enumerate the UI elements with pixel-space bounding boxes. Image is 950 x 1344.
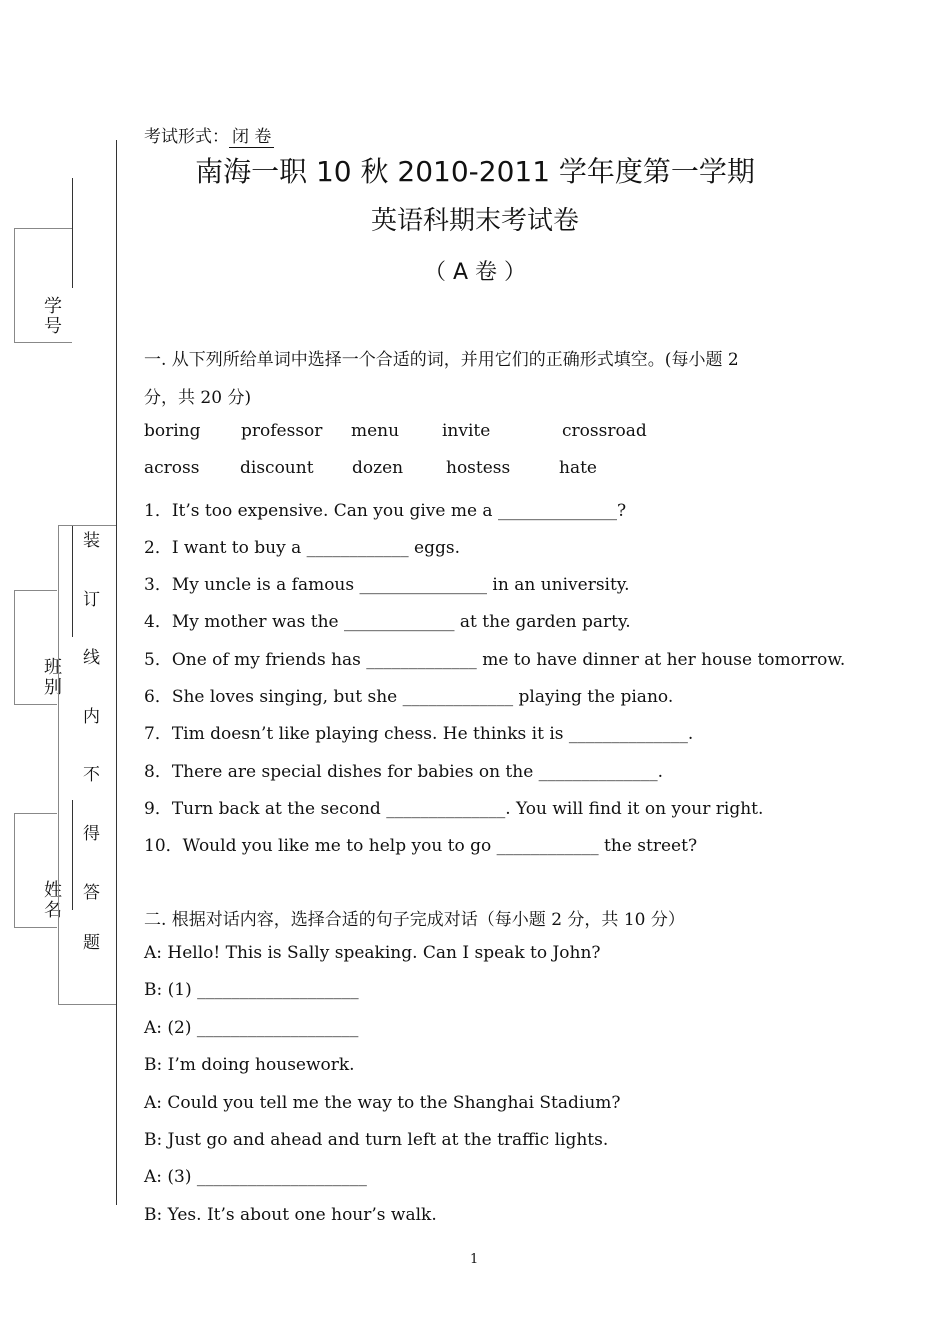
dialogue-line: B: Yes. It’s about one hour’s walk. [144, 1205, 437, 1225]
word-bank-item: dozen [352, 458, 404, 478]
question: 8．There are special dishes for babies on the ______________. [144, 762, 664, 782]
binding-line-main [116, 140, 117, 1205]
dialogue-line: B: (1) ___________________ [144, 980, 359, 1000]
exam-title: 南海一职 10 秋 2010-2011 学年度第一学期 [195, 155, 755, 188]
exam-subtitle: 英语科期末考试卷 [370, 206, 579, 236]
word-bank-item: across [144, 458, 200, 478]
word-bank-item: invite [442, 421, 491, 441]
section1-instruction: 一. 从下列所给单词中选择一个合适的词，并用它们的正确形式填空。(每小题 2 [144, 350, 739, 370]
word-bank-item: boring [144, 421, 201, 441]
paper-version: （ A 卷 ） [423, 260, 527, 285]
question: 1．It’s too expensive. Can you give me a ______________? [144, 501, 627, 521]
binding-char: 不 [83, 765, 100, 785]
binding-char: 得 [83, 824, 100, 844]
word-bank-item: crossroad [562, 421, 647, 441]
class-label: 班别 [41, 657, 62, 697]
question: 9．Turn back at the second ______________. You will find it on your right. [144, 799, 764, 819]
question: 4．My mother was the _____________ at the garden party. [144, 612, 631, 632]
binding-char: 题 [83, 933, 100, 953]
binding-char: 装 [83, 531, 100, 551]
binding-char: 内 [83, 707, 100, 727]
word-bank-item: hate [559, 458, 597, 478]
student-id-label: 学号 [41, 296, 62, 336]
word-bank-item: hostess [446, 458, 511, 478]
dialogue-line: A: Could you tell me the way to the Shanghai Stadium? [144, 1093, 621, 1113]
section1-instruction-cont: 分，共 20 分) [144, 388, 252, 408]
binding-char: 订 [83, 590, 100, 610]
binding-char: 线 [83, 648, 100, 668]
word-bank-item: menu [351, 421, 400, 441]
name-label: 姓名 [41, 880, 62, 920]
dialogue-line: A: (3) ____________________ [144, 1167, 367, 1187]
exam-form [144, 122, 274, 147]
page-number: 1 [470, 1252, 479, 1267]
question: 10．Would you like me to help you to go ____________ the street? [144, 836, 698, 856]
question: 2．I want to buy a ____________ eggs. [144, 538, 461, 558]
question: 5．One of my friends has _____________ me to have dinner at her house tomorrow. [144, 650, 846, 670]
dialogue-line: B: Just go and ahead and turn left at the traffic lights. [144, 1130, 609, 1150]
word-bank-item: professor [241, 421, 323, 441]
binding-char: 答 [83, 883, 100, 903]
dialogue-line: A: Hello! This is Sally speaking. Can I speak to John? [144, 943, 601, 963]
question: 7．Tim doesn’t like playing chess. He thinks it is ______________. [144, 724, 694, 744]
question: 3．My uncle is a famous _______________ in an university. [144, 575, 630, 595]
exam-form-value: 闭 卷 [229, 127, 274, 148]
question: 6．She loves singing, but she _____________ playing the piano. [144, 687, 674, 707]
dialogue-line: B: I’m doing housework. [144, 1055, 355, 1075]
word-bank-item: discount [240, 458, 314, 478]
exam-form-label: 考试形式： [144, 127, 229, 147]
section2-instruction: 二. 根据对话内容，选择合适的句子完成对话（每小题 2 分，共 10 分） [144, 910, 685, 930]
dialogue-line: A: (2) ___________________ [144, 1018, 359, 1038]
